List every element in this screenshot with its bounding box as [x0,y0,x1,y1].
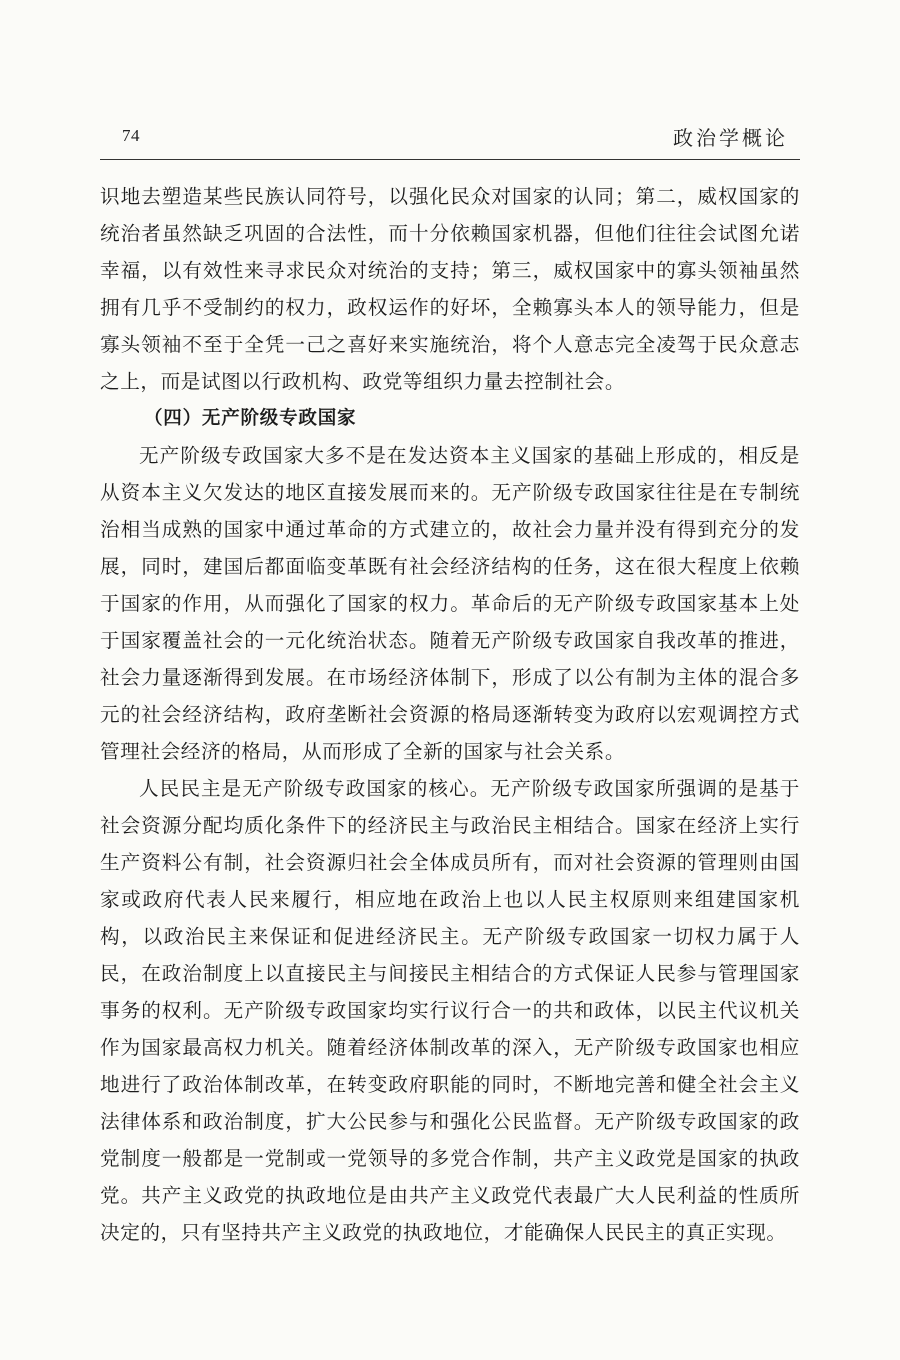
continuation-paragraph: 识地去塑造某些民族认同符号，以强化民众对国家的认同；第二，威权国家的统治者虽然缺乏巩固的合法性，而十分依赖国家机器，但他们往往会试图允诺幸福，以有效性来寻求民众对统治的支持；第三，威权国家中的寡头领袖虽然拥有几乎不受制约的权力，政权运作的好坏，全赖寡头本人的领导能力，但是寡头领袖不至于全凭一己之喜好来实施统治，将个人意志完全凌驾于民众意志之上，而是试图以行政机构、政党等组织力量去控制社会。 [100,185,800,393]
body-text [100,178,800,1251]
header-rule [100,159,800,160]
section-heading: （四）无产阶级专政国家 [144,408,357,429]
page-number: 74 [122,126,140,145]
paragraph-2: 人民民主是无产阶级专政国家的核心。无产阶级专政国家所强调的是基于社会资源分配均质化条件下的经济民主与政治民主相结合。国家在经济上实行生产资料公有制，社会资源归社会全体成员所有，而对社会资源的管理则由国家或政府代表人民来履行，相应地在政治上也以人民主权原则来组建国家机构，以政治民主来保证和促进经济民主。无产阶级专政国家一切权力属于人民，在政治制度上以直接民主与间接民主相结合的方式保证人民参与管理国家事务的权利。无产阶级专政国家均实行议行合一的共和政体，以民主代议机关作为国家最高权力机关。随着经济体制改革的深入，无产阶级专政国家也相应地进行了政治体制改革，在转变政府职能的同时，不断地完善和健全社会主义法律体系和政治制度，扩大公民参与和强化公民监督。无产阶级专政国家的政党制度一般都是一党制或一党领导的多党合作制，共产主义政党是国家的执政党。共产主义政党的执政地位是由共产主义政党代表最广大人民利益的性质所决定的，只有坚持共产主义政党的执政地位，才能确保人民民主的真正实现。 [100,777,800,1244]
page-header [100,120,800,158]
paragraph-1: 无产阶级专政国家大多不是在发达资本主义国家的基础上形成的，相反是从资本主义欠发达的地区直接发展而来的。无产阶级专政国家往往是在专制统治相当成熟的国家中通过革命的方式建立的，故社会力量并没有得到充分的发展，同时，建国后都面临变革既有社会经济结构的任务，这在很大程度上依赖于国家的作用，从而强化了国家的权力。革命后的无产阶级专政国家基本上处于国家覆盖社会的一元化统治状态。随着无产阶级专政国家自我改革的推进，社会力量逐渐得到发展。在市场经济体制下，形成了以公有制为主体的混合多元的社会经济结构，政府垄断社会资源的格局逐渐转变为政府以宏观调控方式管理社会经济的格局，从而形成了全新的国家与社会关系。 [100,444,800,763]
running-title: 政治学概论 [673,126,788,150]
